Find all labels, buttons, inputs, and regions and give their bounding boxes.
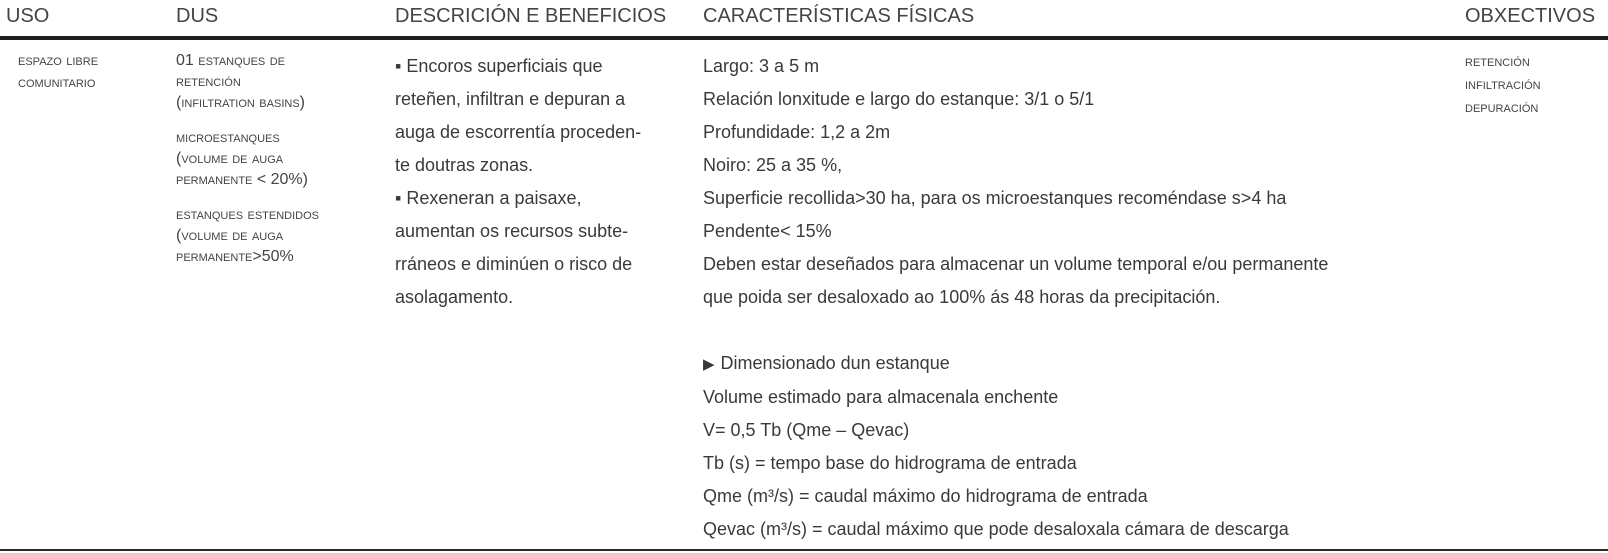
desc-line: aumentan os recursos subte- — [395, 221, 629, 241]
dus-line: estanques estendidos — [176, 206, 319, 223]
desc-line: auga de escorrentía proceden- — [395, 122, 642, 142]
char-line: Profundidade: 1,2 a 2m — [703, 122, 891, 142]
header-descricion: DESCRICIÓN E BENEFICIOS — [395, 5, 667, 27]
dim-line: Qevac (m³/s) = caudal máximo que pode desaloxala cámara de descarga — [703, 519, 1289, 539]
cell-descricion — [395, 50, 685, 314]
footer-rule — [0, 549, 1608, 551]
cell-dus — [176, 50, 376, 281]
dim-line: Volume estimado para almacenala enchente — [703, 387, 1059, 407]
dus-line: (volume de auga — [176, 227, 284, 244]
desc-line: ▪ Encoros superficiais que — [395, 56, 603, 76]
uso-line: espazo libre — [18, 52, 99, 69]
dus-line: microestanques — [176, 129, 280, 146]
header-dus: DUS — [176, 5, 219, 27]
dimensionado-title-text: Dimensionado dun estanque — [720, 353, 950, 373]
desc-line: rráneos e diminúen o risco de — [395, 254, 633, 274]
desc-line: ▪ Rexeneran a paisaxe, — [395, 188, 582, 208]
char-line: que poida ser desaloxado ao 100% ás 48 horas da precipitación. — [703, 287, 1221, 307]
dim-line: V= 0,5 Tb (Qme – Qevac) — [703, 420, 910, 440]
dim-line: Qme (m³/s) = caudal máximo do hidrograma de entrada — [703, 486, 1148, 506]
uso-line: comunitario — [18, 74, 96, 91]
dus-item — [176, 50, 376, 113]
dus-item — [176, 204, 376, 267]
cell-caracteristicas — [703, 50, 1423, 546]
char-line: Largo: 3 a 5 m — [703, 56, 820, 76]
header-rule — [0, 36, 1608, 40]
obj-line: retención — [1465, 53, 1530, 70]
char-line: Noiro: 25 a 35 %, — [703, 155, 843, 175]
header-uso: USO — [6, 5, 50, 27]
dus-line: 01 estanques de — [176, 52, 285, 69]
desc-line: reteñen, infiltran e depuran a — [395, 89, 626, 109]
obj-line: infiltración — [1465, 76, 1541, 93]
char-line: Superficie recollida>30 ha, para os microestanques recoméndase s>4 ha — [703, 188, 1287, 208]
cell-obxectivos — [1465, 50, 1605, 119]
header-obxectivos: OBXECTIVOS — [1465, 5, 1596, 27]
spacer — [703, 314, 1423, 347]
dus-line: (infiltration basins) — [176, 94, 305, 111]
dus-line: (volume de auga — [176, 150, 284, 167]
dus-item — [176, 127, 376, 190]
char-line: Relación lonxitude e largo do estanque: 3/1 o 5/1 — [703, 89, 1095, 109]
play-arrow-icon: ▶ — [703, 356, 715, 373]
desc-line: asolagamento. — [395, 287, 514, 307]
dus-line: permanente>50% — [176, 248, 294, 265]
desc-line: te doutras zonas. — [395, 155, 534, 175]
dimensionado-title — [703, 347, 1423, 381]
cell-uso — [18, 50, 158, 94]
obj-line: depuración — [1465, 99, 1539, 116]
table-header — [0, 0, 1608, 36]
header-caracteristicas: CARACTERÍSTICAS FÍSICAS — [703, 5, 975, 27]
char-line: Deben estar deseñados para almacenar un volume temporal e/ou permanente — [703, 254, 1329, 274]
dus-line: retención — [176, 73, 241, 90]
dim-line: Tb (s) = tempo base do hidrograma de entrada — [703, 453, 1077, 473]
dus-line: permanente < 20%) — [176, 171, 308, 188]
char-line: Pendente< 15% — [703, 221, 832, 241]
